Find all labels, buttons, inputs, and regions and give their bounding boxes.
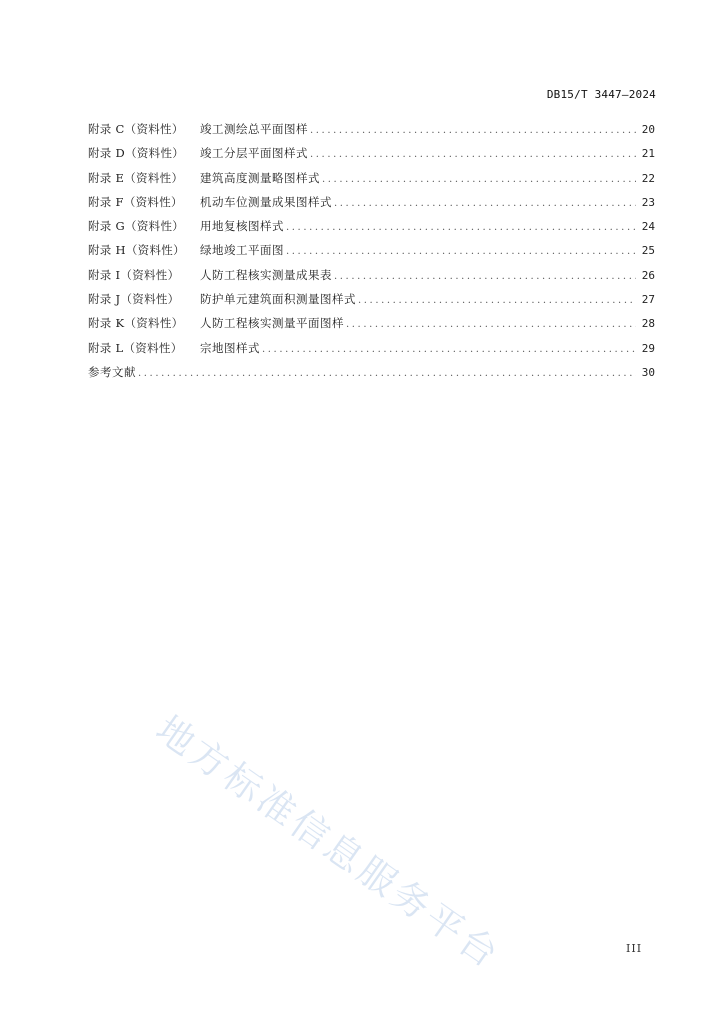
toc-dot-leader	[346, 319, 636, 330]
toc-entry-page: 23	[641, 195, 655, 209]
toc-entry-title: 机动车位测量成果图样式	[200, 194, 332, 209]
toc-dot-leader	[310, 125, 636, 136]
toc-entry-page: 26	[641, 268, 655, 282]
toc-entry-title: 建筑高度测量略图样式	[200, 170, 320, 185]
toc-entry-prefix: 附录 J（资料性）	[88, 292, 180, 307]
table-of-contents	[88, 121, 655, 388]
toc-entry-appendix-f[interactable]	[88, 194, 655, 218]
toc-dot-leader	[334, 198, 636, 209]
toc-dot-leader	[262, 344, 636, 355]
toc-entry-title: 竣工测绘总平面图样	[200, 122, 308, 136]
toc-entry-title: 宗地图样式	[200, 340, 260, 355]
toc-entry-prefix: 附录 K（资料性）	[88, 316, 184, 331]
toc-dot-leader	[286, 246, 636, 257]
toc-entry-prefix: 附录 H（资料性）	[88, 243, 185, 258]
toc-entry-prefix: 附录 C（资料性）	[88, 122, 184, 136]
toc-entry-appendix-i[interactable]	[88, 267, 655, 291]
toc-entry-prefix: 附录 I（资料性）	[88, 267, 180, 282]
toc-entry-page: 25	[641, 244, 655, 258]
toc-entry-page: 20	[641, 123, 655, 136]
toc-entry-references[interactable]	[88, 364, 655, 388]
toc-entry-page: 28	[641, 317, 655, 331]
toc-entry-appendix-l[interactable]	[88, 340, 655, 364]
toc-entry-prefix: 附录 G（资料性）	[88, 219, 185, 234]
toc-entry-title: 参考文献	[88, 364, 136, 379]
toc-entry-title: 防护单元建筑面积测量图样式	[200, 292, 356, 307]
toc-entry-prefix: 附录 L（资料性）	[88, 340, 183, 355]
toc-dot-leader	[138, 368, 636, 379]
toc-entry-page: 21	[641, 147, 655, 161]
toc-entry-page: 30	[641, 365, 655, 379]
toc-entry-prefix: 附录 D（资料性）	[88, 146, 185, 161]
toc-entry-appendix-k[interactable]	[88, 315, 655, 339]
toc-entry-page: 22	[641, 171, 655, 185]
toc-entry-appendix-e[interactable]	[88, 170, 655, 194]
toc-entry-appendix-c[interactable]	[88, 121, 655, 145]
toc-dot-leader	[310, 149, 636, 160]
toc-entry-page: 29	[641, 341, 655, 355]
toc-entry-prefix: 附录 E（资料性）	[88, 170, 184, 185]
toc-entry-title: 人防工程核实测量成果表	[200, 267, 332, 282]
toc-entry-title: 竣工分层平面图样式	[200, 146, 308, 161]
toc-entry-prefix: 附录 F（资料性）	[88, 194, 183, 209]
toc-dot-leader	[322, 174, 636, 185]
toc-dot-leader	[334, 271, 636, 282]
toc-entry-appendix-h[interactable]	[88, 242, 655, 266]
toc-entry-appendix-j[interactable]	[88, 291, 655, 315]
toc-dot-leader	[286, 222, 636, 233]
toc-entry-appendix-g[interactable]	[88, 218, 655, 242]
toc-entry-title: 人防工程核实测量平面图样	[200, 316, 344, 331]
document-code: DB15/T 3447—2024	[546, 88, 656, 101]
page-number: III	[626, 942, 643, 955]
toc-entry-page: 24	[641, 220, 655, 234]
toc-dot-leader	[358, 295, 636, 306]
toc-entry-page: 27	[641, 293, 655, 307]
toc-entry-title: 绿地竣工平面图	[200, 243, 284, 258]
toc-entry-title: 用地复核图样式	[200, 219, 284, 234]
toc-entry-appendix-d[interactable]	[88, 145, 655, 169]
watermark-text: 地方标准信息服务平台	[148, 707, 509, 978]
